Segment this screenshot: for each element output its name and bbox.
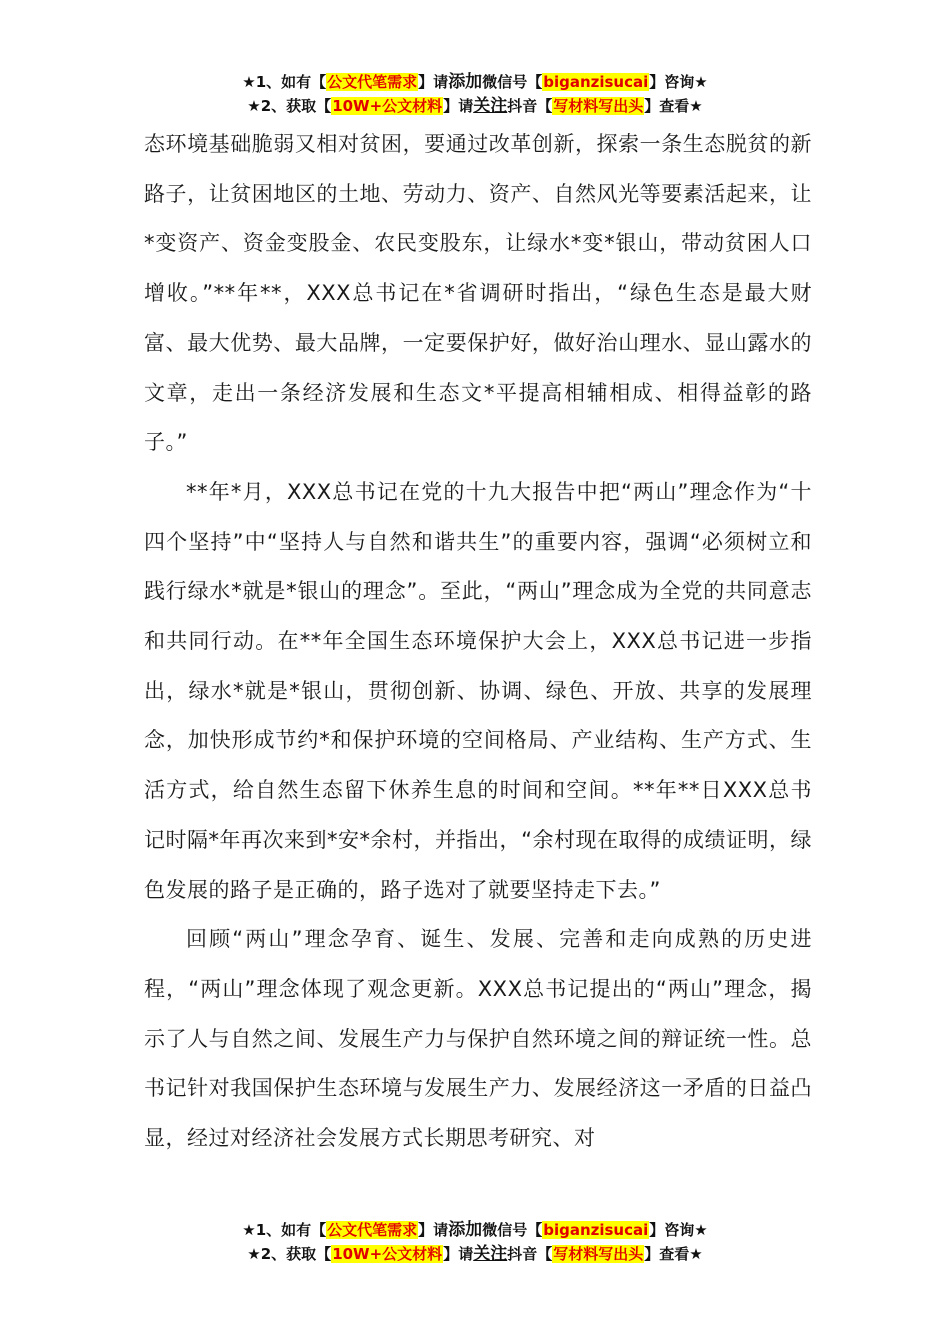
banner-text: 抖音【 <box>507 97 553 115</box>
banner-text: 】请 <box>443 1245 474 1263</box>
banner-text: 】查看★ <box>644 97 703 115</box>
banner-text: 】请 <box>443 97 474 115</box>
paragraph: 态环境基础脆弱又相对贫困，要通过改革创新，探索一条生态脱贫的新路子，让贫困地区的土地、劳动力、资产、自然风光等要素活起来，让*变资产、资金变股金、农民变股东，让绿水*变*银山，带动贫困人口增收。”**年**，XXX总书记在*省调研时指出，“绿色生态是最大财富、最大优势、最大品牌，一定要保护好，做好治山理水、显山露水的文章，走出一条经济发展和生态文*平提高相辅相成、相得益彰的路子。” <box>144 132 812 455</box>
highlight-wechat-id: biganzisucai <box>543 1221 649 1239</box>
banner-text: 】查看★ <box>644 1245 703 1263</box>
banner-text: ★2、获取【 <box>247 1245 332 1263</box>
highlight-materials: 10W+公文材料 <box>332 97 443 115</box>
banner-text: ★1、如有【 <box>242 1221 327 1239</box>
banner-line-2 <box>0 1242 950 1266</box>
banner-text: 】咨询★ <box>649 73 708 91</box>
paragraph: **年*月，XXX总书记在党的十九大报告中把“两山”理念作为“十四个坚持”中“坚持人与自然和谐共生”的重要内容，强调“必须树立和践行绿水*就是*银山的理念”。至此，“两山”理念成为全党的共同意志和共同行动。在**年全国生态环境保护大会上，XXX总书记进一步指出，绿水*就是*银山，贯彻创新、协调、绿色、开放、共享的发展理念，加快形成节约*和保护环境的空间格局、产业结构、生产方式、生活方式，给自然生态留下休养生息的时间和空间。**年**日XXX总书记时隔*年再次来到*安*余村，并指出，“余村现在取得的成绩证明，绿色发展的路子是正确的，路子选对了就要坚持走下去。” <box>144 479 812 902</box>
banner-line-1 <box>0 1218 950 1242</box>
footer-banner <box>0 1218 950 1266</box>
highlight-douyin: 写材料写出头 <box>553 97 644 115</box>
banner-text: 】请 <box>418 73 449 91</box>
banner-emphasis: 添加 <box>448 72 483 92</box>
banner-emphasis: 关注 <box>473 1244 508 1264</box>
highlight-materials: 10W+公文材料 <box>332 1245 443 1263</box>
banner-line-1 <box>0 70 950 94</box>
banner-text: 】咨询★ <box>649 1221 708 1239</box>
highlight-service: 公文代笔需求 <box>327 73 418 91</box>
banner-text: 抖音【 <box>507 1245 553 1263</box>
header-banner <box>0 70 950 118</box>
banner-text: 微信号【 <box>482 1221 543 1239</box>
banner-emphasis: 添加 <box>448 1220 483 1240</box>
banner-text: ★1、如有【 <box>242 73 327 91</box>
highlight-service: 公文代笔需求 <box>327 1221 418 1239</box>
banner-text: ★2、获取【 <box>247 97 332 115</box>
banner-line-2 <box>0 94 950 118</box>
banner-emphasis: 关注 <box>473 96 508 116</box>
highlight-douyin: 写材料写出头 <box>553 1245 644 1263</box>
document-body <box>144 120 812 1164</box>
highlight-wechat-id: biganzisucai <box>543 73 649 91</box>
paragraph: 回顾“两山”理念孕育、诞生、发展、完善和走向成熟的历史进程，“两山”理念体现了观念更新。XXX总书记提出的“两山”理念，揭示了人与自然之间、发展生产力与保护自然环境之间的辩证统一性。总书记针对我国保护生态环境与发展生产力、发展经济这一矛盾的日益凸显，经过对经济社会发展方式长期思考研究、对 <box>144 927 812 1151</box>
banner-text: 】请 <box>418 1221 449 1239</box>
banner-text: 微信号【 <box>482 73 543 91</box>
